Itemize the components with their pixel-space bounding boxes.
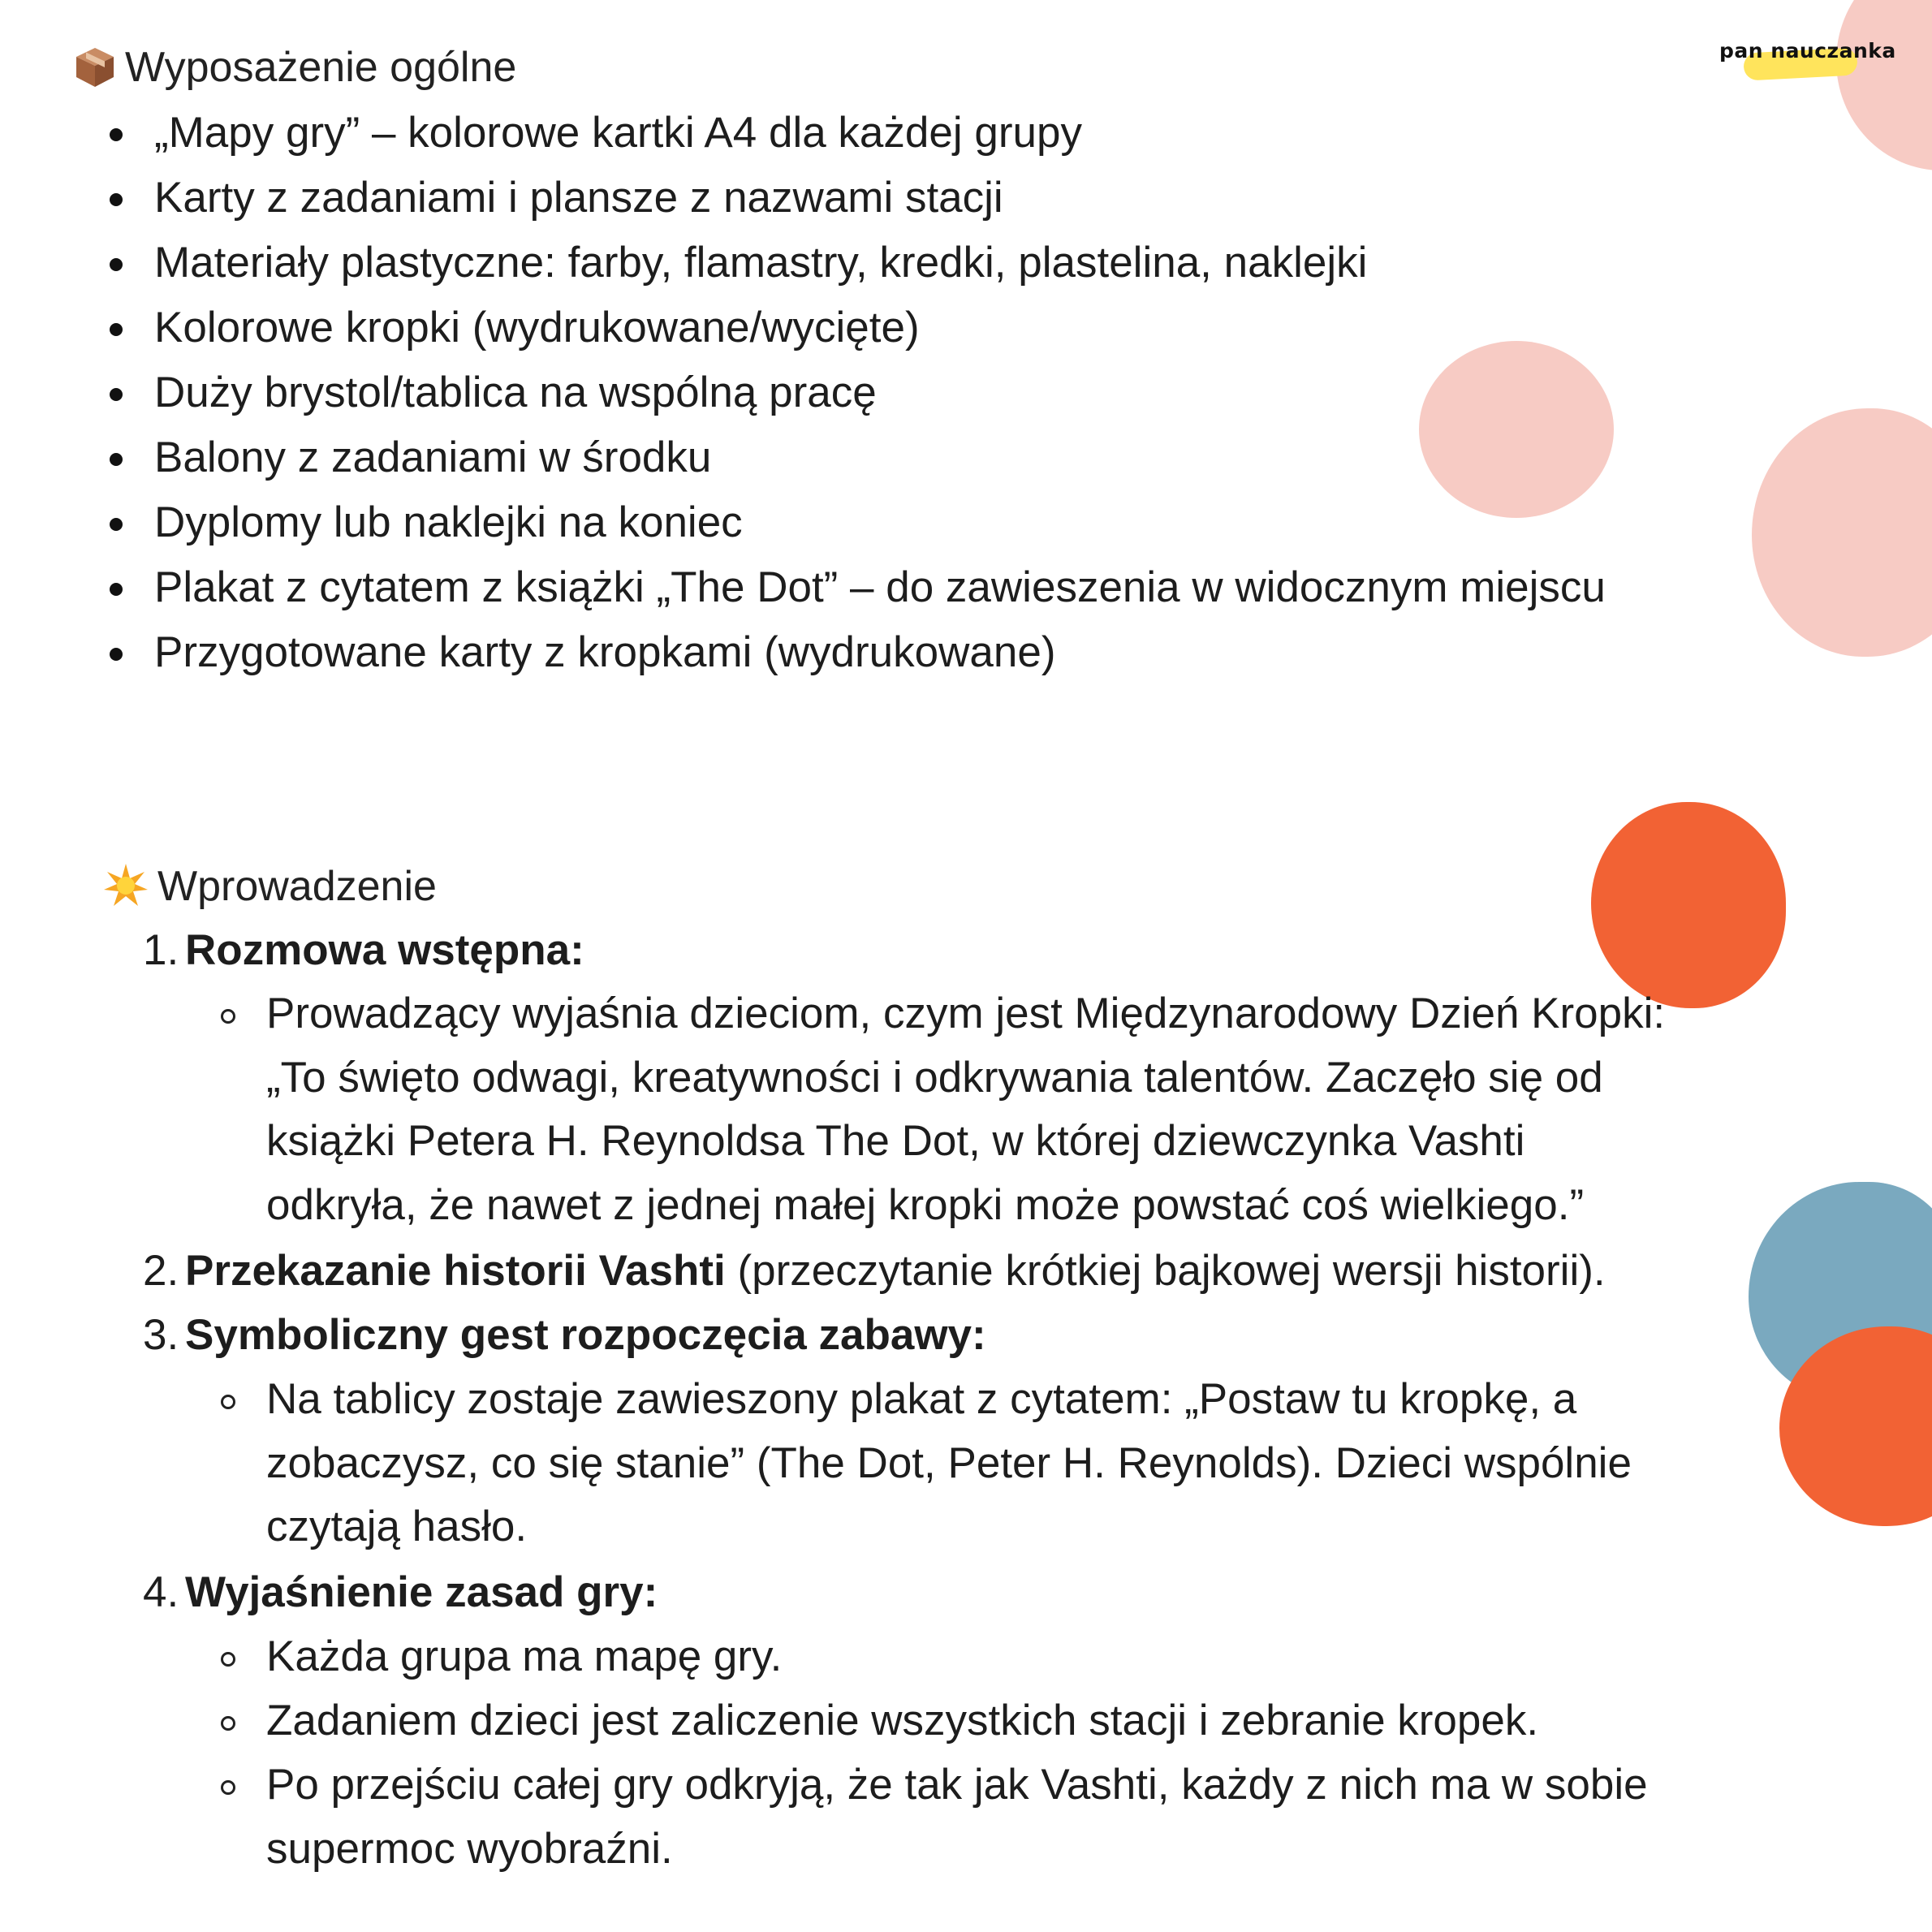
pink-blob-top-right (1836, 0, 1932, 170)
step-1 (143, 919, 584, 982)
equipment-heading (73, 45, 516, 96)
list-item: Duży brystol/tablica na wspólną pracę (154, 360, 1606, 425)
pink-blob-right (1752, 408, 1932, 657)
sub-item: Każda grupa ma mapę gry. (266, 1625, 1679, 1689)
sub-item: Zadaniem dzieci jest zaliczenie wszystkich stacji i zebranie kropek. (266, 1689, 1679, 1753)
sub-item: Prowadzący wyjaśnia dzieciom, czym jest Międzynarodowy Dzień Kropki:„To święto odwagi, kreatywności i odkrywania talentów. Zaczęło się od książki Petera H. Reynoldsa The Dot, w której dziewczynka Vashti odkryła, że nawet z jednej małej kropki może powstać coś wielkiego.” (266, 982, 1679, 1237)
orange-blob (1591, 802, 1786, 1008)
step-number: 3. (143, 1311, 179, 1359)
intro-title: Wprowadzenie (157, 863, 437, 911)
step-number: 2. (143, 1247, 179, 1295)
list-item: Balony z zadaniami w środku (154, 425, 1606, 490)
step-2 (143, 1240, 1606, 1303)
step-4 (143, 1561, 658, 1624)
step-number: 4. (143, 1568, 179, 1616)
sub-item: Po przejściu całej gry odkryją, że tak jak Vashti, każdy z nich ma w sobie supermoc wyobraźni. (266, 1753, 1679, 1881)
brand-logo: pan nauczanka (1719, 39, 1896, 63)
list-item: Kolorowe kropki (wydrukowane/wycięte) (154, 295, 1606, 360)
list-item: „Mapy gry” – kolorowe kartki A4 dla każdej grupy (154, 101, 1606, 166)
list-item: Przygotowane karty z kropkami (wydrukowane) (154, 620, 1606, 685)
equipment-title: Wyposażenie ogólne (125, 44, 517, 92)
step-title: Rozmowa wstępna: (185, 926, 584, 974)
step-number: 1. (143, 926, 179, 974)
step-title: Przekazanie historii Vashti (185, 1247, 726, 1295)
step-3 (143, 1304, 986, 1367)
list-item: Dyplomy lub naklejki na koniec (154, 490, 1606, 555)
sub-item: Na tablicy zostaje zawieszony plakat z cytatem: „Postaw tu kropkę, a zobaczysz, co się stanie” (The Dot, Peter H. Reynolds). Dzieci wspólnie czytają hasło. (266, 1368, 1662, 1559)
intro-heading (102, 862, 437, 916)
star-burst-icon (102, 862, 149, 916)
list-item: Materiały plastyczne: farby, flamastry, kredki, plastelina, naklejki (154, 231, 1606, 295)
list-item: Karty z zadaniami i plansze z nazwami stacji (154, 166, 1606, 231)
package-icon (73, 45, 117, 96)
list-item: Plakat z cytatem z książki „The Dot” – do zawieszenia w widocznym miejscu (154, 555, 1606, 620)
equipment-list (154, 101, 1606, 685)
step-title: Symboliczny gest rozpoczęcia zabawy: (185, 1311, 986, 1359)
step-text: (przeczytanie krótkiej bajkowej wersji historii). (725, 1247, 1606, 1295)
step-title: Wyjaśnienie zasad gry: (185, 1568, 658, 1616)
